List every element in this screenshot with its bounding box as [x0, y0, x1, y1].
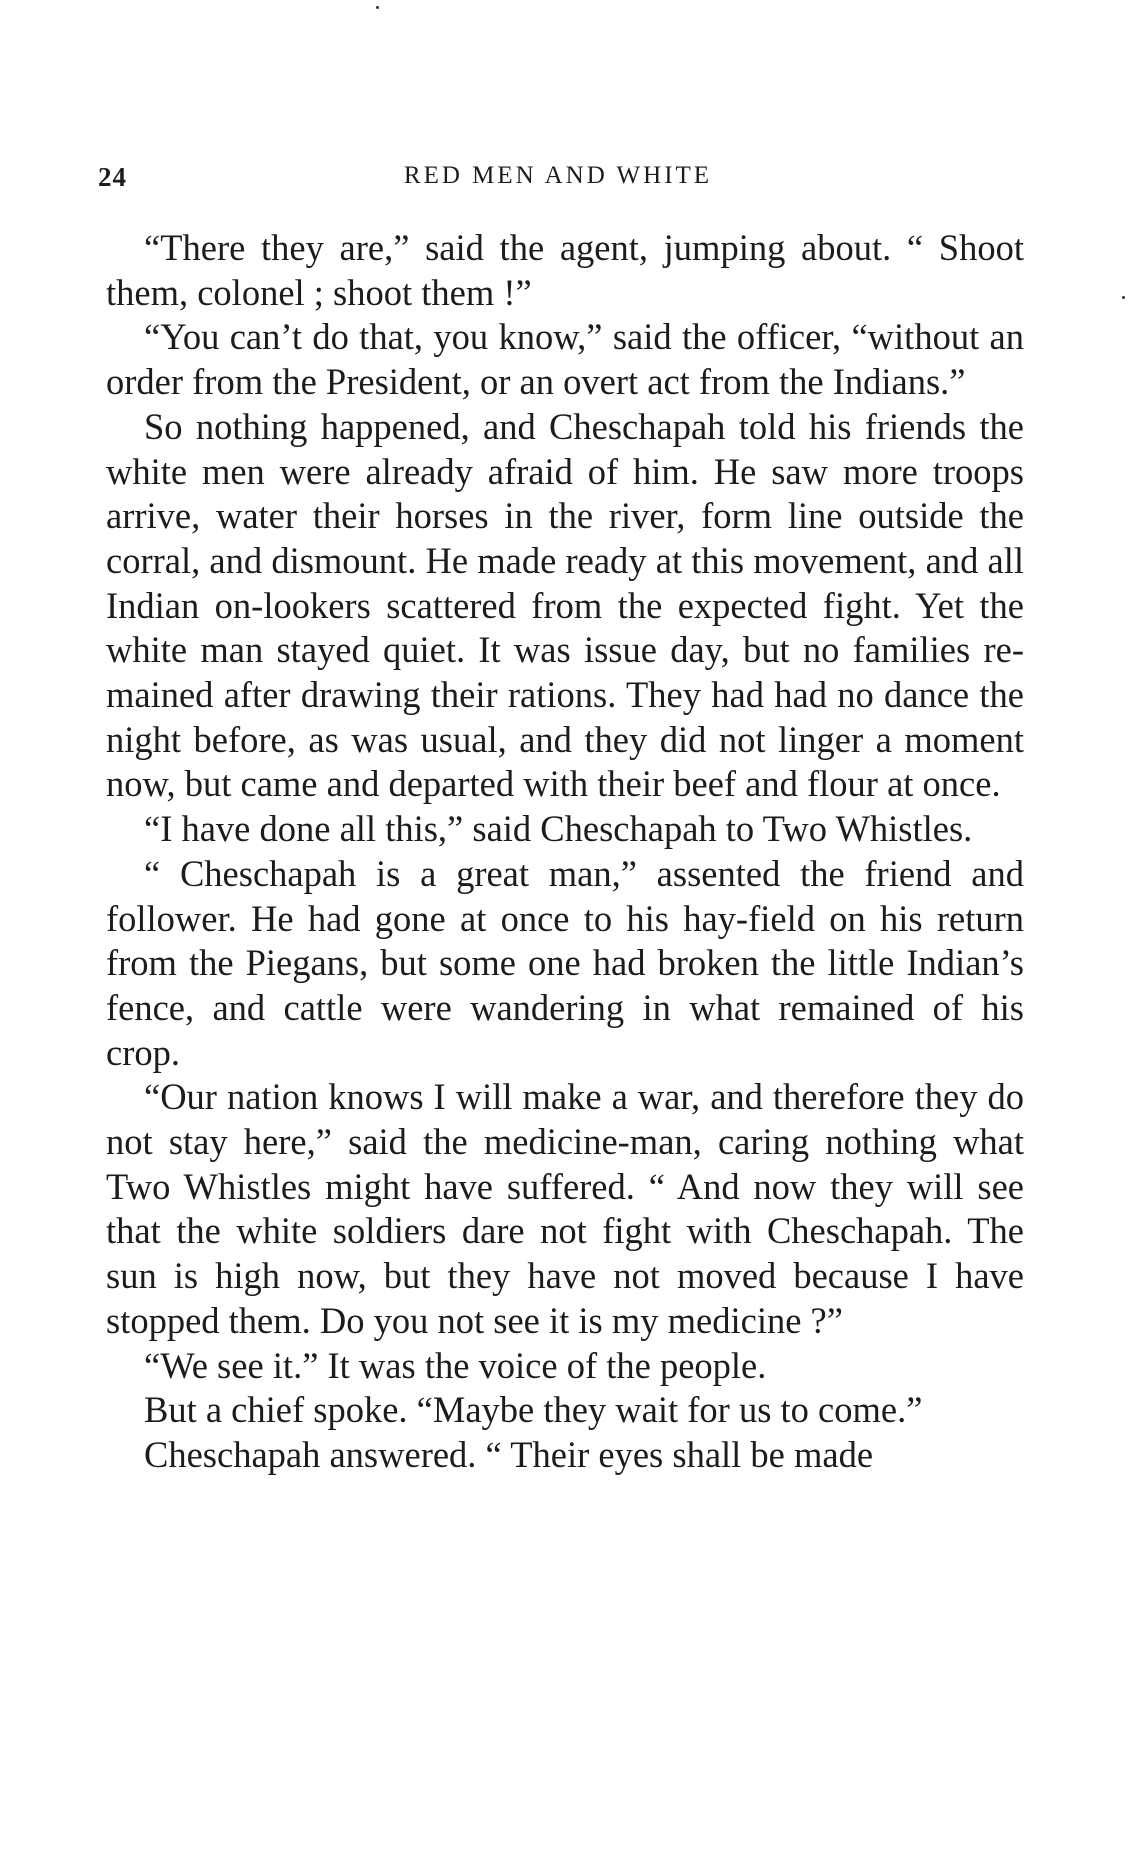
paragraph-7: “We see it.” It was the voice of the people.	[144, 1344, 767, 1386]
paragraph-8: But a chief spoke. “Maybe they wait for us to come.”	[144, 1389, 923, 1431]
page-header	[98, 162, 1018, 198]
print-speck	[376, 6, 379, 9]
page-number: 24	[98, 162, 127, 192]
paragraph-9: Cheschapah answered. “ Their eyes shall be made	[144, 1433, 874, 1475]
paragraph-3: So nothing happened, and Cheschapah told his friends the white men were already afraid of him. He saw more troops arrive, water their horses in the river, form line outside the corral, and dismount. He made ready at this movement, and all Indian on-lookers scattered from the expected fight. Yet the white man stayed quiet. It was issue day, but no families remained after drawing their rations. They had had no dance the night before, as was usual, and they did not linger a moment now, but came and departed with their beef and flour at once.	[106, 405, 1024, 805]
paragraph-6: “Our nation knows I will make a war, and therefore they do not stay here,” said the medicine-man, caring nothing what Two Whistles might have suffered. “ And now they will see that the white soldiers dare not fight with Cheschapah. The sun is high now, but they have not moved because I have stopped them. Do you not see it is my medicine ?”	[106, 1076, 1024, 1341]
paragraph-1: “There they are,” said the agent, jumping about. “ Shoot them, colonel ; shoot them !”	[106, 227, 1024, 313]
paragraph-4: “I have done all this,” said Cheschapah to Two Whistles.	[144, 808, 973, 850]
paragraph-2: “You can’t do that, you know,” said the officer, “without an order from the President, or an overt act from the Indians.”	[106, 316, 1024, 403]
body-text	[106, 226, 1024, 1478]
print-speck	[1122, 296, 1125, 299]
running-head: RED MEN AND WHITE	[403, 162, 713, 189]
paragraph-5: “ Cheschapah is a great man,” assented the friend and follower. He had gone at once to his hay-field on his return from the Piegans, but some one had broken the little Indian’s fence, and cattle were wandering in what remained of his crop.	[106, 852, 1024, 1073]
